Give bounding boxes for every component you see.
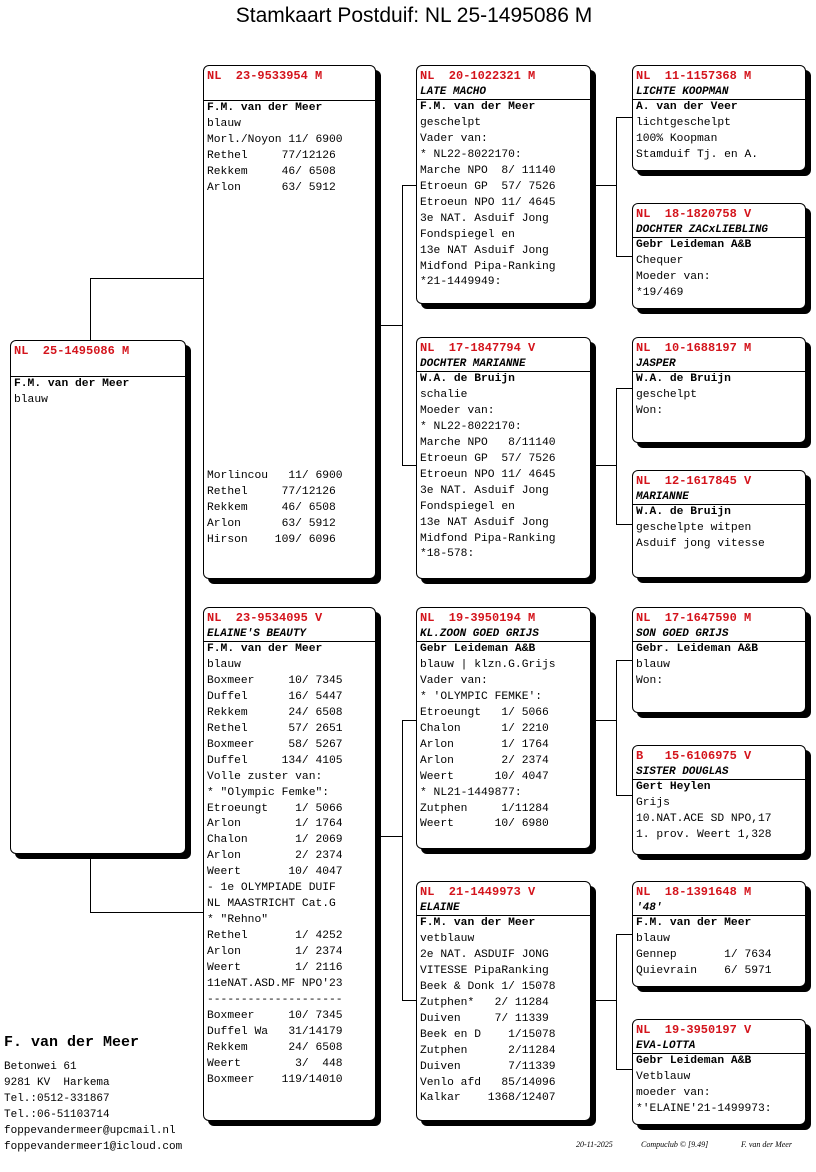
connector [616,1069,633,1070]
card-line: Beek en D 1/15078 [420,1028,556,1041]
card-line: * "Olympic Femke": [207,786,330,799]
pigeon-name: SON GOED GRIJS [633,627,805,642]
card-line: Etroeun GP 57/ 7526 [420,180,556,193]
connector [402,720,403,1000]
card-line: geschelpt [420,116,482,129]
card-line: Duiven 7/11339 [420,1060,556,1073]
ff-card[interactable] [416,65,591,304]
fm-card[interactable] [416,337,591,579]
connector [90,278,91,340]
card-line: A. van der Veer [636,101,738,113]
card-line: Arlon 1/ 1764 [420,738,549,751]
pigeon-name: SISTER DOUGLAS [633,765,805,780]
card-lines [417,916,590,1107]
card-line: blauw | klzn.G.Grijs [420,658,556,671]
connector [402,185,403,465]
card-line: 100% Koopman [636,132,718,145]
connector [590,465,616,466]
card-line: vetblauw [420,932,475,945]
card-lines-bottom [204,469,343,549]
card-line: Duffel Wa 31/14179 [207,1025,343,1038]
connector [616,795,633,796]
card-line: 13e NAT Asduif Jong [420,244,549,257]
ring-number: NL 19-3950197 V [636,1023,752,1037]
card-line: moeder van: [636,1086,711,1099]
card-line: Zutphen 1/11284 [420,802,549,815]
card-line: Rekkem 46/ 6508 [207,165,336,178]
card-line: F.M. van der Meer [14,378,130,390]
owner-phone: Tel.:0512-331867 [4,1093,110,1105]
mmm-card[interactable] [632,1019,806,1125]
fmf-card[interactable] [632,337,806,443]
card-line: Marche NPO 8/ 11140 [420,164,556,177]
card-line: Moeder van: [636,270,711,283]
card-line: Boxmeer 58/ 5267 [207,738,343,751]
card-lines [11,377,185,409]
card-line: blauw [207,117,241,130]
card-line: F.M. van der Meer [207,102,323,114]
card-line: F.M. van der Meer [636,917,752,929]
card-line: Fondspiegel en [420,228,515,241]
mmf-card[interactable] [632,881,806,987]
card-lines [633,100,805,164]
connector [90,852,91,912]
card-line: Arlon 2/ 2374 [420,754,549,767]
card-line: geschelpt [636,388,698,401]
owner-city: 9281 KV Harkema [4,1077,110,1089]
pigeon-name: ELAINE'S BEAUTY [204,627,375,642]
card-line: Stamduif Tj. en A. [636,148,759,161]
pigeon-name: LATE MACHO [417,85,590,100]
fmm-card[interactable] [632,470,806,578]
card-line: Weert 10/ 6980 [420,818,549,831]
card-line: Etroeun NPO 11/ 4645 [420,196,556,209]
card-line: Rethel 77/12126 [207,485,336,498]
pigeon-name: EVA-LOTTA [633,1039,805,1054]
pigeon-name: JASPER [633,357,805,372]
connector [616,388,617,524]
connector [616,660,633,661]
card-line: 11eNAT.ASD.MF NPO'23 [207,978,343,991]
pigeon-name: '48' [633,901,805,916]
ring-number: NL 23-9533954 M [207,69,323,83]
pigeon-name: DOCHTER MARIANNE [417,357,590,372]
card-lines [204,642,375,1089]
connector [616,117,633,118]
card-line: Etroeun NPO 11/ 4645 [420,468,556,481]
card-line: 10.NAT.ACE SD NPO,17 [636,812,772,825]
card-line: Kalkar 1368/12407 [420,1092,556,1105]
card-line: Gebr Leideman A&B [636,1055,752,1067]
ring-number: NL 25-1495086 M [14,344,130,358]
card-line: Weert 3/ 448 [207,1057,343,1070]
card-line: VITESSE PipaRanking [420,964,549,977]
connector [616,934,617,1069]
card-line: Zutphen* 2/ 11284 [420,996,549,1009]
ring-number: NL 23-9534095 V [207,611,323,625]
owner-address: Betonwei 61 [4,1061,77,1073]
card-line: 3e NAT. Asduif Jong [420,212,549,225]
card-line: W.A. de Bruijn [420,373,515,385]
ring-number: NL 17-1647590 M [636,611,752,625]
mfm-card[interactable] [632,745,806,855]
card-line: Morl./Noyon 11/ 6900 [207,133,343,146]
card-line: *18-578: [420,548,475,561]
connector [402,1000,416,1001]
card-line: Gennep 1/ 7634 [636,948,772,961]
card-line: Rethel 57/ 2651 [207,722,343,735]
pigeon-name: KL.ZOON GOED GRIJS [417,627,590,642]
ring-number: NL 20-1022321 M [420,69,536,83]
card-line: blauw [636,932,670,945]
card-line: Boxmeer 10/ 7345 [207,674,343,687]
footer-software: Compuclub © [9.49] [641,1140,709,1149]
card-line: Vader van: [420,674,488,687]
card-line: * NL21-1449877: [420,786,522,799]
card-line: Gebr Leideman A&B [420,643,536,655]
ring-number: NL 18-1391648 M [636,885,752,899]
card-line: - 1e OLYMPIADE DUIF [207,882,336,895]
card-line: W.A. de Bruijn [636,506,731,518]
card-line: Volle zuster van: [207,770,323,783]
card-line: Vetblauw [636,1070,691,1083]
page-title: Stamkaart Postduif: NL 25-1495086 M [235,4,593,27]
card-lines [633,780,805,844]
card-line: Duffel 16/ 5447 [207,690,343,703]
card-line: Zutphen 2/11284 [420,1044,556,1057]
card-line: lichtgeschelpt [636,116,731,129]
connector [590,720,616,721]
card-lines [633,505,805,553]
card-line: *21-1449949: [420,276,502,289]
card-line: Etroeungt 1/ 5066 [207,802,343,815]
card-line: Weert 1/ 2116 [207,962,343,975]
connector [616,388,633,389]
card-line: Fondspiegel en [420,500,515,513]
card-line: Moeder van: [420,404,495,417]
card-line: Duiven 7/ 11339 [420,1012,549,1025]
ring-number: NL 18-1820758 V [636,207,752,221]
ring-number: NL 12-1617845 V [636,474,752,488]
card-line: Arlon 1/ 2374 [207,946,343,959]
card-line: Rekkem 46/ 6508 [207,501,336,514]
card-line: Midfond Pipa-Ranking [420,260,556,273]
card-line: geschelpte witpen [636,521,752,534]
card-line: 3e NAT. Asduif Jong [420,484,549,497]
card-line: schalie [420,388,468,401]
card-line: Arlon 63/ 5912 [207,181,336,194]
card-line: Duffel 134/ 4105 [207,754,343,767]
card-line: Arlon 1/ 1764 [207,818,343,831]
connector [590,185,616,186]
card-line: Etroeun GP 57/ 7526 [420,452,556,465]
card-line: Won: [636,674,664,687]
card-line: Boxmeer 10/ 7345 [207,1009,343,1022]
card-line: Chalon 1/ 2210 [420,722,549,735]
card-line: * 'OLYMPIC FEMKE': [420,690,543,703]
pigeon-name: LICHTE KOOPMAN [633,85,805,100]
card-line: F.M. van der Meer [207,643,323,655]
card-lines [417,642,590,833]
connector [90,912,204,913]
card-lines [633,642,805,690]
card-line: Chequer [636,254,684,267]
connector [402,185,416,186]
owner-name: F. van der Meer [4,1034,140,1051]
card-line: NL MAASTRICHT Cat.G [207,898,336,911]
card-line: Rethel 1/ 4252 [207,930,343,943]
card-line: Chalon 1/ 2069 [207,834,343,847]
card-line: F.M. van der Meer [420,917,536,929]
mf-card[interactable] [416,607,591,849]
card-lines [633,372,805,420]
card-line: Boxmeer 119/14010 [207,1073,343,1086]
pigeon-name: ELAINE [417,901,590,916]
ring-number: NL 21-1449973 V [420,885,536,899]
card-line: Venlo afd 85/14096 [420,1076,556,1089]
card-line: -------------------- [207,993,343,1006]
card-line: blauw [636,658,670,671]
ring-number: NL 10-1688197 M [636,341,752,355]
card-line: Won: [636,404,664,417]
card-line: * NL22-8022170: [420,420,522,433]
fff-card[interactable] [632,65,806,171]
connector [616,524,633,525]
card-line: Midfond Pipa-Ranking [420,532,556,545]
ring-number: NL 11-1157368 M [636,69,752,83]
card-line: * "Rehno" [207,914,269,927]
card-line: *19/469 [636,286,684,299]
ring-number: B 15-6106975 V [636,749,752,763]
ring-number: NL 19-3950194 M [420,611,536,625]
card-line: 2e NAT. ASDUIF JONG [420,948,549,961]
card-line: Etroeungt 1/ 5066 [420,706,549,719]
mff-card[interactable] [632,607,806,713]
card-line: Weert 10/ 4047 [207,866,343,879]
ffm-card[interactable] [632,203,806,309]
card-line: Gebr Leideman A&B [636,239,752,251]
card-line: Marche NPO 8/11140 [420,436,556,449]
card-line: F.M. van der Meer [420,101,536,113]
connector [402,465,416,466]
card-lines [417,100,590,291]
card-lines [417,372,590,563]
card-lines [633,916,805,980]
card-line: blauw [207,658,241,671]
card-line: Rethel 77/12126 [207,149,336,162]
card-line: blauw [14,393,48,406]
connector [374,325,402,326]
mother-card[interactable] [203,607,376,1121]
card-line: * NL22-8022170: [420,148,522,161]
connector [616,660,617,795]
card-line: Rekkem 24/ 6508 [207,706,343,719]
father-card[interactable] [203,65,376,579]
card-line: Morlincou 11/ 6900 [207,470,343,482]
card-line: *'ELAINE'21-1499973: [636,1102,772,1115]
subject-card[interactable] [10,340,186,854]
card-lines [204,101,375,197]
connector [374,836,402,837]
mm-card[interactable] [416,881,591,1121]
card-line: W.A. de Bruijn [636,373,731,385]
card-line: Arlon 2/ 2374 [207,850,343,863]
card-line: Gert Heylen [636,781,711,793]
card-line: Arlon 63/ 5912 [207,517,336,530]
connector [402,720,416,721]
footer-author: F. van der Meer [741,1140,792,1149]
card-line: Beek & Donk 1/ 15078 [420,980,556,993]
connector [590,1000,616,1001]
connector [616,117,617,256]
connector [90,278,204,279]
card-line: Hirson 109/ 6096 [207,533,336,546]
ring-number: NL 17-1847794 V [420,341,536,355]
owner-email-link[interactable]: foppevandermeer@upcmail.nl [4,1125,176,1137]
pigeon-name: DOCHTER ZACxLIEBLING [633,223,805,238]
owner-mobile: Tel.:06-51103714 [4,1109,110,1121]
card-line: 13e NAT Asduif Jong [420,516,549,529]
owner-email2-link[interactable]: foppevandermeer1@icloud.com [4,1141,183,1153]
card-line: Rekkem 24/ 6508 [207,1041,343,1054]
card-line: Quievrain 6/ 5971 [636,964,772,977]
card-line: Vader van: [420,132,488,145]
card-line: Grijs [636,796,670,809]
card-line: Asduif jong vitesse [636,537,765,550]
card-line: Gebr. Leideman A&B [636,643,759,655]
card-lines [633,1054,805,1118]
connector [616,934,633,935]
footer-date: 20-11-2025 [576,1140,613,1149]
card-line: 1. prov. Weert 1,328 [636,828,772,841]
card-line: Weert 10/ 4047 [420,770,549,783]
pigeon-name: MARIANNE [633,490,805,505]
card-lines [633,238,805,302]
connector [616,256,633,257]
